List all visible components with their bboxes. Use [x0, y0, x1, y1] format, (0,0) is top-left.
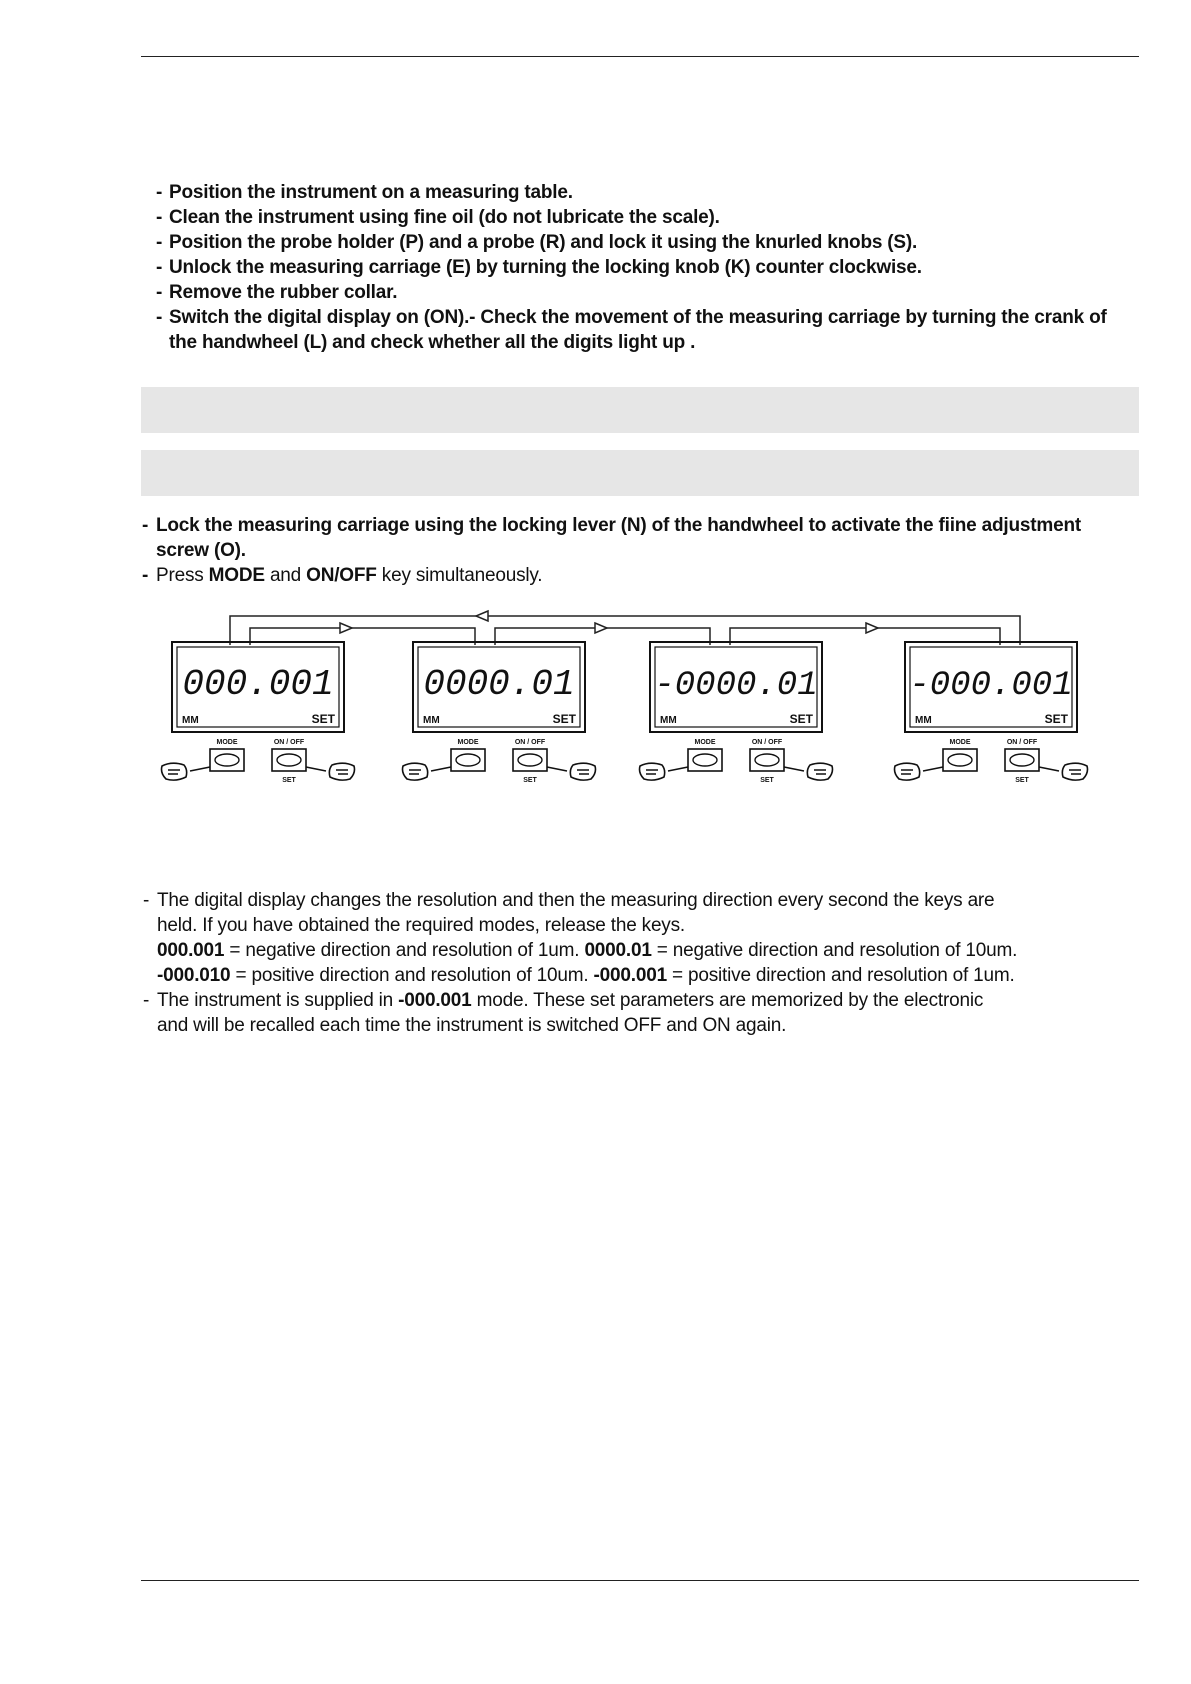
pressing-hand-icon	[784, 763, 833, 780]
lcd-value: -0000.01	[654, 667, 818, 705]
onoff-key-caption: ON / OFF	[514, 739, 546, 746]
mode-definition-line: 000.001 = negative direction and resolution of 1um. 0000.01 = negative direction and resolution of 10um.	[157, 940, 1018, 961]
section-heading-band	[141, 450, 1139, 496]
onoff-key-caption: ON / OFF	[751, 739, 783, 746]
mode-key-caption: MODE	[694, 739, 716, 746]
setup-step: - Clean the instrument using fine oil (do not lubricate the scale).	[156, 205, 1136, 230]
mode-definition-line: -000.010 = positive direction and resolution of 10um. -000.001 = positive direction and resolution of 1um.	[157, 965, 1015, 986]
mode-key-label: MODE	[208, 565, 265, 586]
display-unit	[895, 642, 1088, 784]
unit-label: MM	[182, 715, 199, 726]
note-resolution-change: - The digital display changes the resolution and then the measuring direction every second the keys are held. If you have obtained the required modes, release the keys. 000.001 = negative direction and resolution of 1um. 0000.01 = negative direction and resolution of 10um. -000.010 = positive direction and resolution of 10um. -000.001 = positive direction and resolution of 1um.	[143, 888, 1133, 988]
setup-step: - Remove the rubber collar.	[156, 280, 1136, 305]
display-unit	[403, 642, 596, 784]
set-key-caption: SET	[523, 777, 537, 784]
setup-step: - Position the probe holder (P) and a probe (R) and lock it using the knurled knobs (S).	[156, 230, 1136, 255]
pressing-hand-icon	[162, 763, 211, 780]
mode-key-caption: MODE	[216, 739, 238, 746]
unit-label: MM	[915, 715, 932, 726]
mode-cycle-diagram	[150, 605, 1100, 815]
unit-label: MM	[423, 715, 440, 726]
pressing-hand-icon	[403, 763, 452, 780]
set-indicator: SET	[311, 712, 335, 726]
mode-step-lock: - Lock the measuring carriage using the locking lever (N) of the handwheel to activate the fiine adjustment screw (O).	[142, 513, 1132, 563]
footer-rule	[141, 1580, 1139, 1581]
set-key-caption: SET	[282, 777, 296, 784]
onoff-key-caption: ON / OFF	[273, 739, 305, 746]
mode-steps	[142, 513, 1132, 588]
pressing-hand-icon	[1039, 763, 1088, 780]
display-unit	[162, 642, 355, 784]
pressing-hand-icon	[306, 763, 355, 780]
lcd-value: 000.001	[182, 664, 334, 705]
unit-label: MM	[660, 715, 677, 726]
onoff-key-label: ON/OFF	[306, 565, 377, 586]
note-default-mode: - The instrument is supplied in -000.001 mode. These set parameters are memorized by the electronic and will be recalled each time the instrument is switched OFF and ON again.	[143, 988, 1133, 1038]
header-rule	[141, 56, 1139, 57]
setup-step: - Unlock the measuring carriage (E) by turning the locking knob (K) counter clockwise.	[156, 255, 1136, 280]
setup-steps	[156, 180, 1136, 355]
lcd-value: -000.001	[909, 667, 1073, 705]
pressing-hand-icon	[547, 763, 596, 780]
set-indicator: SET	[1044, 712, 1068, 726]
mode-key-caption: MODE	[457, 739, 479, 746]
setup-step: - Switch the digital display on (ON).- Check the movement of the measuring carriage by turning the crank of the handwheel (L) and check whether all the digits light up .	[156, 305, 1136, 355]
mode-step-press: - Press MODE and ON/OFF key simultaneously.	[142, 563, 1132, 588]
cycle-arrows	[230, 611, 1020, 645]
pressing-hand-icon	[640, 763, 689, 780]
setup-step: - Position the instrument on a measuring table.	[156, 180, 1136, 205]
set-key-caption: SET	[760, 777, 774, 784]
set-indicator: SET	[552, 712, 576, 726]
display-unit	[640, 642, 833, 784]
pressing-hand-icon	[895, 763, 944, 780]
set-key-caption: SET	[1015, 777, 1029, 784]
mode-key-caption: MODE	[949, 739, 971, 746]
section-heading-band	[141, 387, 1139, 433]
mode-notes	[143, 888, 1133, 1038]
lcd-value: 0000.01	[423, 664, 575, 705]
set-indicator: SET	[789, 712, 813, 726]
onoff-key-caption: ON / OFF	[1006, 739, 1038, 746]
